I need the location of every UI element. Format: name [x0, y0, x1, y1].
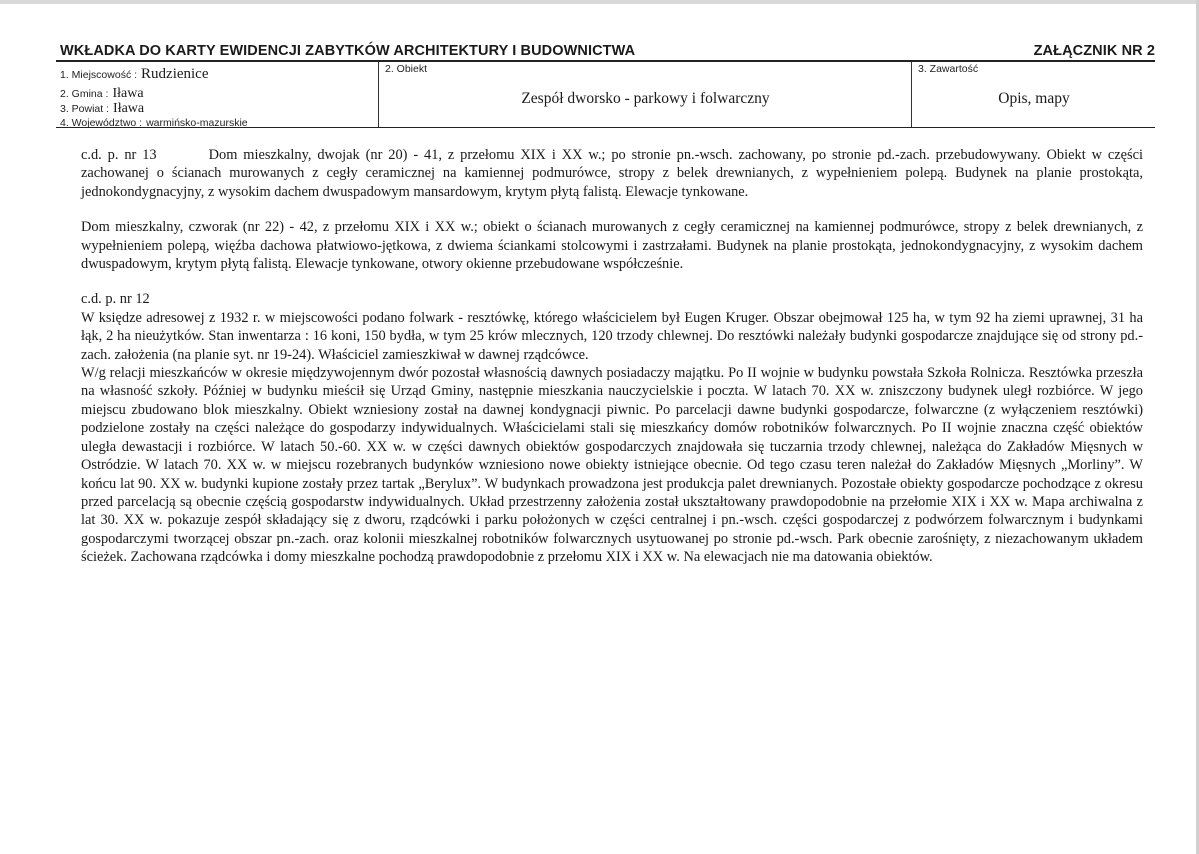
voivodeship-label: 4. Województwo : — [60, 117, 143, 129]
paragraph-text: Dom mieszkalny, dwojak (nr 20) - 41, z przełomu XIX i XX w.; po stronie pn.-wsch. zachowany, po stronie pd.-zach. przebudowywany. Obiekt w części zachowanej o ścianach murowanych z cegły ceramicznej na kamiennej podmurówce, stropy z belek drewnianych, z wypełnieniem polepą. Budynek na planie prostokąta, jednokondygnacyjny, z wysokim dachem dwuspadowym mansardowym, krytym płytą falistą. Elewacje tynkowane. — [81, 147, 1143, 200]
paragraph-house-22: Dom mieszkalny, czworak (nr 22) - 42, z przełomu XIX i XX w.; obiekt o ścianach murowanych z cegły ceramicznej na kamiennej podmurówce, stropy z belek drewnianych, z wypełnieniem polepą, więźba dachowa płatwiowo-jętkowa, z dwiema ściankami stolcowymi i zastrzałami. Budynek na planie prostokąta, jednokondygnacyjny, z wysokim dachem dwuspadowym, krytym płytą falistą. Elewacje tynkowane, otwory okienne przebudowane współcześnie. — [81, 219, 1143, 273]
object-cell — [378, 62, 912, 127]
continuation-ref-12: c.d. p. nr 12 — [81, 291, 150, 308]
locality-label: 1. Miejscowość : — [60, 69, 138, 81]
object-value: Zespół dworsko - parkowy i folwarczny — [521, 90, 770, 107]
commune-value: Iława — [112, 86, 144, 101]
commune-label: 2. Gmina : — [60, 88, 109, 100]
paragraph-house-20 — [81, 146, 1143, 201]
attachment-number: ZAŁĄCZNIK NR 2 — [1033, 43, 1155, 59]
continuation-ref-13: c.d. p. nr 13 — [81, 147, 157, 163]
location-cell — [56, 62, 378, 127]
document-title: WKŁADKA DO KARTY EWIDENCJI ZABYTKÓW ARCHITEKTURY I BUDOWNICTWA — [60, 43, 636, 59]
document-body — [81, 146, 1143, 567]
district-value: Iława — [113, 101, 145, 116]
locality-row — [60, 65, 209, 83]
paragraph-history: W/g relacji mieszkańców w okresie międzywojennym dwór pozostał własnością dawnych posiadaczy majątku. Po II wojnie w budynku powstała Szkoła Rolnicza. Resztówka przeszła na własność szkoły. Później w budynku mieścił się Urząd Gminy, następnie mieszkania nauczycielskie i poczta. W latach 70. XX w. zniszczony budynek uległ rozbiórce. W jego miejscu zbudowano blok mieszkalny. Obiekt wzniesiony został na dawnej kondygnacji piwnic. Po parcelacji dawne budynki gospodarcze, folwarczne (z wyłączeniem resztówki) podzielone zostały na części należące do gospodarzy indywidualnych. Właścicielami stali się mieszkańcy domów robotników folwarcznych. Po II wojnie znaczna część obiektów uległa dewastacji i rozbiórce. W latach 50.-60. XX w. w części dawnych obiektów gospodarczych znajdowała się tuczarnia trzody chlewnej, należąca do Zakładów Mięsnych w Ostródzie. W latach 70. XX w. w miejscu rozebranych budynków wzniesiono nowe obiekty istniejące obecnie. Od tego czasu teren należał do Zakładów Mięsnych „Morliny”. W końcu lat 90. XX w. budynki kupione zostały przez tartak „Berylux”. W budynkach prowadzona jest produkcja palet drewnianych. Pozostałe obiekty gospodarcze pochodzące z okresu przed parcelacją są obecnie częścią gospodarstw indywidualnych. Układ przestrzenny założenia został ukształtowany prawdopodobnie na przełomie XIX i XX w. Mapa archiwalna z lat 30. XX w. pokazuje zespół składający się z dworu, rządcówki i parku położonych w części centralnej i pn.-wsch. części gospodarczej z podwórzem folwarcznym i budynkami gospodarczymi tworzącej obszar pn.-zach. oraz kolonii mieszkalnej robotników folwarcznych usytuowanej po stronie pd.-wsch. Park obecnie zarośnięty, z niezachowanym układem ścieżek. Zachowana rządcówka i domy mieszkalne pochodzą prawdopodobnie z przełomu XIX i XX w. Na elewacjach nie ma datowania obiektów. — [81, 365, 1143, 566]
record-header-table — [56, 60, 1155, 128]
voivodeship-value: warmińsko-mazurskie — [146, 117, 248, 129]
document-header — [60, 43, 1155, 59]
locality-value: Rudzienice — [141, 66, 209, 82]
voivodeship-row — [60, 113, 248, 131]
object-label: 2. Obiekt — [385, 63, 428, 75]
contents-value: Opis, mapy — [998, 90, 1070, 107]
district-label: 3. Powiat : — [60, 103, 110, 115]
contents-label: 3. Zawartość — [918, 63, 979, 75]
scan-edge-top — [0, 0, 1199, 4]
contents-cell — [911, 62, 1156, 127]
paragraph-address-book: W księdze adresowej z 1932 r. w miejscowości podano folwark - resztówkę, którego właścicielem był Eugen Kruger. Obszar obejmował 125 ha, w tym 92 ha ziemi uprawnej, 31 ha łąk, 2 ha nieużytków. Stan inwentarza : 16 koni, 150 bydła, w tym 25 krów mlecznych, 120 trzody chlewnej. Do resztówki należały budynki gospodarcze znajdujące się od strony pd.-zach. założenia (na planie syt. nr 19-24). Właściciel zamieszkiwał w dawnej rządcówce. — [81, 309, 1143, 363]
